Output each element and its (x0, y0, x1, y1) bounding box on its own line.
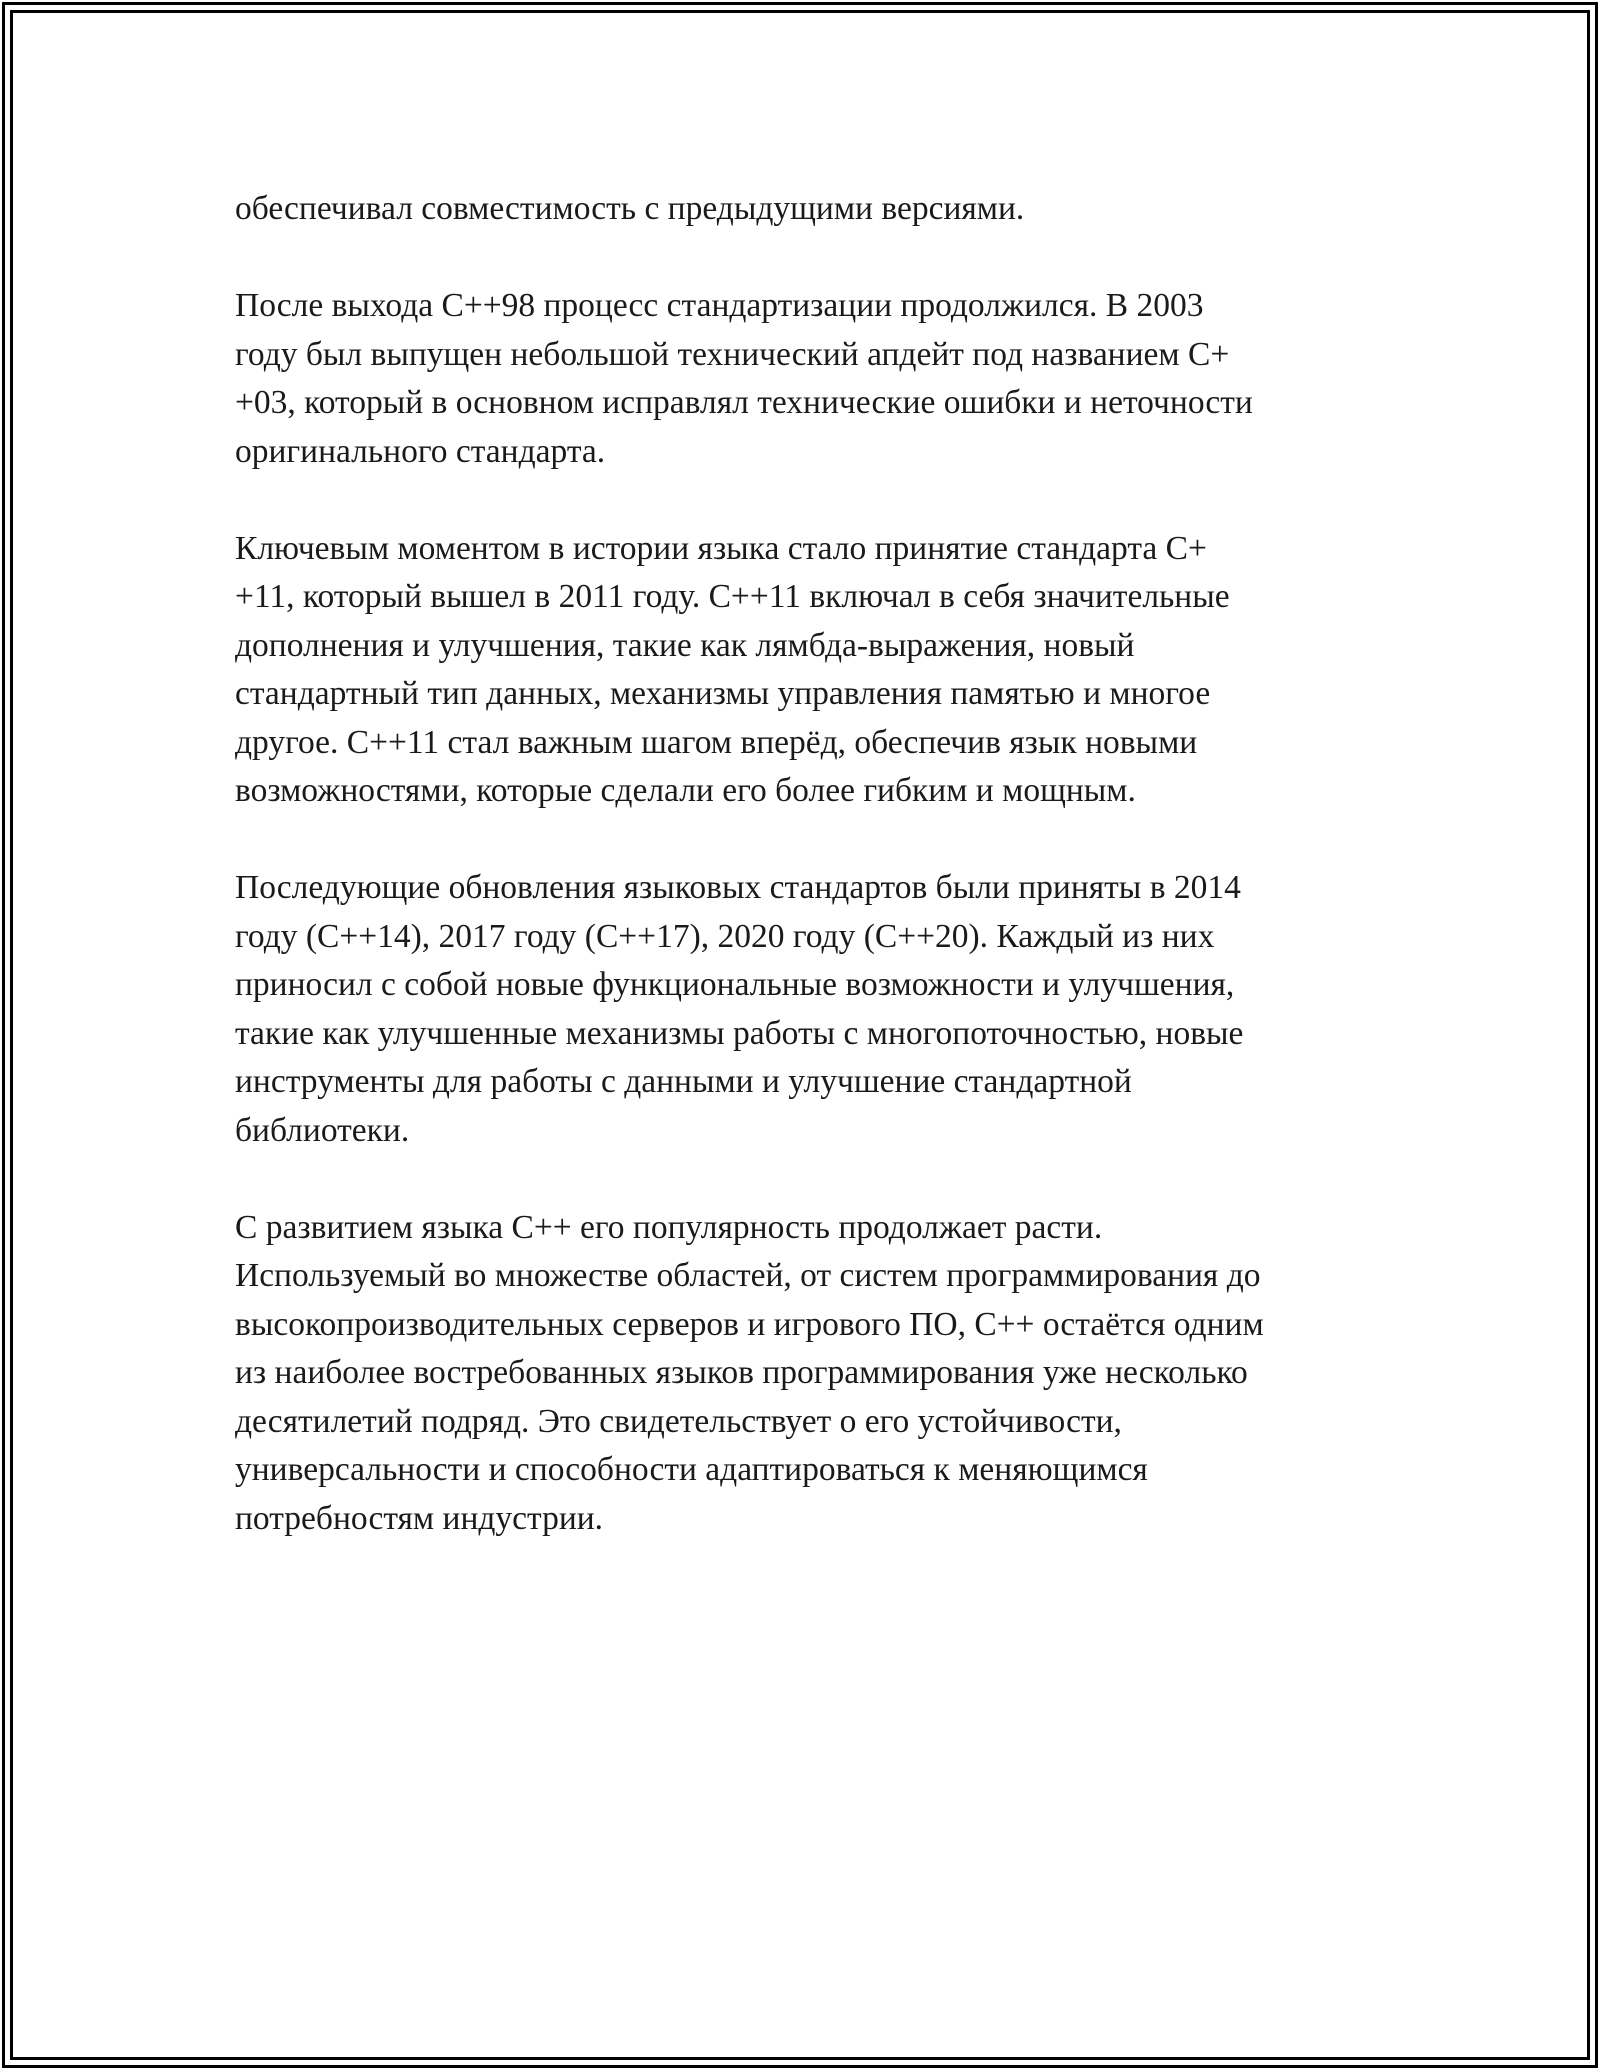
paragraph (235, 282, 1375, 476)
text-line: универсальности и способности адаптироваться к меняющимся (235, 1451, 1148, 1488)
document-body (235, 185, 1375, 1592)
paragraph (235, 1204, 1375, 1544)
text-line: стандартный тип данных, механизмы управления памятью и многое (235, 675, 1211, 712)
paragraph (235, 525, 1375, 816)
text-line: библиотеки. (235, 1111, 410, 1149)
text-line: После выхода C++98 процесс стандартизации продолжился. В 2003 (235, 287, 1204, 324)
paragraph (235, 185, 1375, 234)
text-line: +11, который вышел в 2011 году. C++11 включал в себя значительные (235, 578, 1230, 615)
text-line: Последующие обновления языковых стандартов были приняты в 2014 (235, 869, 1241, 906)
text-line: приносил с собой новые функциональные возможности и улучшения, (235, 966, 1235, 1003)
text-line: году (C++14), 2017 году (C++17), 2020 году (C++20). Каждый из них (235, 917, 1215, 955)
text-line: +03, который в основном исправлял технические ошибки и неточности (235, 384, 1253, 421)
text-line: возможностями, которые сделали его более гибким и мощным. (235, 772, 1136, 809)
text-line: десятилетий подряд. Это свидетельствует о его устойчивости, (235, 1402, 1122, 1440)
text-line: Используемый во множестве областей, от систем программирования до (235, 1257, 1261, 1294)
text-line: из наиболее востребованных языков программирования уже несколько (235, 1354, 1248, 1391)
text-line: инструменты для работы с данными и улучшение стандартной (235, 1063, 1132, 1100)
text-line: оригинального стандарта. (235, 432, 606, 470)
text-line: дополнения и улучшения, такие как лямбда-выражения, новый (235, 626, 1135, 664)
text-line: С развитием языка C++ его популярность продолжает расти. (235, 1208, 1103, 1246)
text-line: такие как улучшенные механизмы работы с многопоточностью, новые (235, 1014, 1244, 1052)
text-line: другое. C++11 стал важным шагом вперёд, обеспечив язык новыми (235, 723, 1198, 761)
text-line: потребностям индустрии. (235, 1499, 604, 1537)
text-line: Ключевым моментом в истории языка стало принятие стандарта C+ (235, 529, 1207, 567)
paragraph (235, 864, 1375, 1155)
text-line: обеспечивал совместимость с предыдущими версиями. (235, 190, 1025, 227)
text-line: высокопроизводительных серверов и игрового ПО, C++ остаётся одним (235, 1305, 1264, 1343)
text-line: году был выпущен небольшой технический апдейт под названием C+ (235, 335, 1230, 373)
